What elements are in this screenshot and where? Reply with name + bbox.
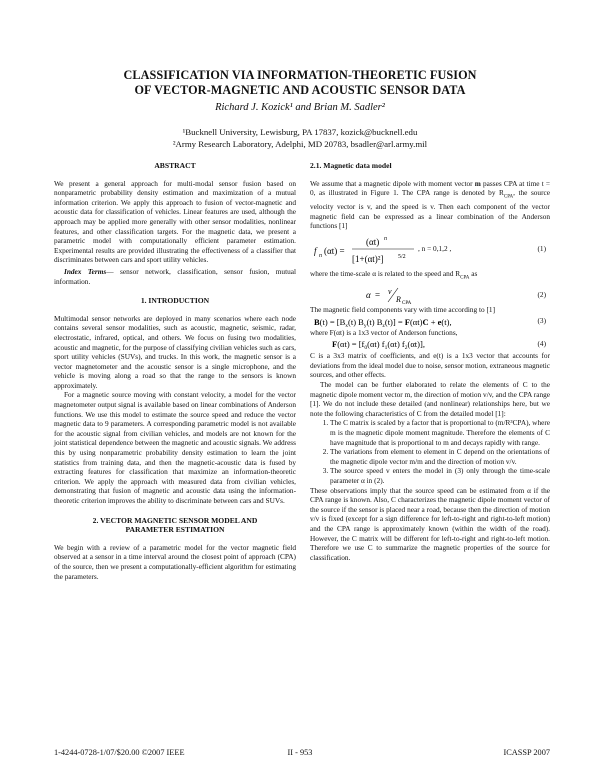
equation-3-formula <box>314 315 514 328</box>
equation-1-rhs: , n = 0,1,2 , <box>418 244 452 254</box>
index-terms-label: Index Terms <box>64 266 107 276</box>
svg-text:f: f <box>314 246 317 257</box>
affiliation-1: ¹Bucknell University, Lewisburg, PA 17837, kozick@bucknell.edu <box>182 127 418 137</box>
left-column <box>54 161 296 581</box>
list-item: 2. The variations from element to element in C depend on the orientations of the magnetic dipole vector m/m and the direction of motion v/v. <box>330 447 550 466</box>
equation-4 <box>310 337 550 351</box>
abstract-text: We present a general approach for multi-modal sensor fusion based on nonparametric probability density estimation and maximization of a mutual information criterion. We apply this approach to fusion of vector-magnetic and acoustic data for classification of vehicles. Linear features are used, although the approach may be applied more generally with other sensor modalities, nonlinear features, and other classification targets. For the magnetic data, we present a parametric model with computationally efficient parameter estimation. Experimental results are provided illustrating the effectiveness of a classifier that discriminates between cars and sport utility vehicles. <box>54 178 296 265</box>
vary-text: The magnetic field components vary with time according to [1] <box>310 305 495 315</box>
footer-page-number: II - 953 <box>287 748 313 757</box>
right-column <box>310 161 550 562</box>
right-p1-part-b: passes CPA at time t = 0, as illustrated in Figure 1. The CPA range is denoted by R <box>310 178 550 198</box>
intro-paragraph-1: Multimodal sensor networks are deployed in many scenarios where each node contains several sensor modalities, such as acoustic, magnetic, seismic, radar, electrostatic, infrared, optical, and others. We focus on fusing two modalities, acoustic and magnetic, for the purpose of classifying civilian vehicles such as cars, sport utility vehicles (SUVs), and trucks. In this work, the magnetic sensor is a vector magnetometer and the acoustic sensor is a single microphone, and the vehicle is moving along a road so that the range to the sensors is known approximately. <box>54 313 296 390</box>
index-terms <box>54 267 296 286</box>
equation-2-formula <box>366 285 486 305</box>
authors: Richard J. Kozick¹ and Brian M. Sadler² <box>215 102 385 113</box>
timescale-text-b: as <box>469 269 478 279</box>
affiliations <box>60 126 540 150</box>
paper-title <box>60 68 540 98</box>
index-terms-text: — sensor network, classification, sensor fusion, mutual information. <box>54 266 297 286</box>
svg-text:F(αt) = [f0(αt) f1(αt) f2(: $F(\alpha t) = [f_0(\alpha t)$ $f_1(\alpha t)$ $f_2(\alpha t)$], <box>332 339 425 352</box>
section2-heading-line2: PARAMETER ESTIMATION <box>125 525 225 535</box>
equation-1-number: (1) <box>537 244 546 254</box>
timescale-text: where the time-scale α is related to the speed and $R_{CPA}$ as <box>310 269 478 281</box>
svg-text:v: v <box>388 287 392 297</box>
svg-text:n: n <box>319 253 322 260</box>
svg-text:R: R <box>396 295 401 305</box>
right-paragraph-4: These observations imply that the source speed can be estimated from α if the CPA range is known. Also, C characterizes the magnetic dipole moment vector of the source if the sensor is placed near a road, because then the direction of motion v/v is fixed (except for a sign difference for left-to-right and right-to-left motion) and the CPA range is approximately known (within the width of the road). However, the C matrix will be different for left-to-right and right-to-left motion. Therefore we use C to summarize the magnetic properties of the source for classification. <box>310 485 550 562</box>
affiliation-2: ²Army Research Laboratory, Adelphi, MD 20783, bsadler@arl.army.mil <box>172 139 428 149</box>
right-paragraph-1: We assume that a magnetic dipole with moment vector m passes CPA at time t = 0, as illustrated in Figure 1. The CPA range is denoted by $R_{CPA}$, the source velocity vector is v, and the speed is v. Then each component of the vector magnetic field can be expressed as a linear combination of the Anderson functions [1] <box>310 178 550 231</box>
characteristics-list <box>310 418 550 485</box>
title-line-1: CLASSIFICATION VIA INFORMATION-THEORETIC FUSION <box>123 68 477 82</box>
section2-heading-line1: 2. VECTOR MAGNETIC SENSOR MODEL AND <box>92 515 258 525</box>
timescale-text-a: where the time-scale α is related to the speed and R <box>310 269 461 279</box>
list-item: 3. The source speed v enters the model in (3) only through the time-scale parameter α in (2). <box>330 466 550 485</box>
equation-2 <box>310 285 550 305</box>
equation-4-number: (4) <box>537 339 546 349</box>
svg-text:[1+(αt)²]: [1+(αt)²] <box>352 254 384 265</box>
svg-text:α: α <box>366 290 371 301</box>
abstract-heading: ABSTRACT <box>154 161 196 170</box>
section2-heading <box>54 516 296 535</box>
svg-text:n: n <box>384 236 387 243</box>
equation-3-number: (3) <box>537 315 546 325</box>
equation-2-number: (2) <box>537 290 546 300</box>
footer-right: ICASSP 2007 <box>503 748 550 757</box>
equation-3 <box>310 315 550 328</box>
right-paragraph-2: C is a 3x3 matrix of coefficients, and e(t) is a 1x3 vector that accounts for deviations from the ideal model due to noise, sensor motion, extraneous magnetic sources, and other effects. <box>310 351 550 380</box>
intro-heading: 1. INTRODUCTION <box>140 296 210 306</box>
where-f-text: where F(αt) is a 1x3 vector of Anderson functions, <box>310 327 458 337</box>
subsection-2-1-heading: 2.1. Magnetic data model <box>310 161 392 170</box>
svg-text:B(t) = [Bx(t) By(t) Bz(t)] =: $B(t) = [B_x(t)$ $B_y(t) B_z(t)] = F(\alpha t)C + e(t)$, <box>314 316 452 328</box>
footer-left: 1-4244-0728-1/07/$20.00 ©2007 IEEE <box>54 748 185 757</box>
svg-text:(αt): (αt) <box>366 237 380 248</box>
svg-text:5/2: 5/2 <box>398 254 406 261</box>
svg-text:=: = <box>375 290 381 301</box>
svg-text:CPA: CPA <box>402 301 412 306</box>
right-p1-part-c: , the source velocity vector is v, and the speed is v. Then each component of the vector magnetic field can be expressed as a linear combination of the Anderson functions [1] <box>310 188 550 231</box>
right-p1-part-a: We assume that a magnetic dipole with moment vector <box>310 178 475 188</box>
equation-1 <box>310 233 550 269</box>
svg-text:(αt) =: (αt) = <box>324 246 345 257</box>
intro-paragraph-2: For a magnetic source moving with constant velocity, a model for the vector magnetometer output signal is available based on linear combinations of Anderson functions. We use this model to estimate the source speed and reduce the vector magnetic data to 9 parameters. A corresponding parametric model is not available for the acoustic signal from civilian vehicles, and models are not known for the joint statistical dependence between the magnetic and acoustic signals. We address this by using nonparametric probability density estimation to learn the joint statistics from training data, and then the magnetic-acoustic data is fused by extracting features for classification that maximize an information-theoretic criterion. We apply the approach with measured data from civilian vehicles, demonstrating that fusion of magnetic and acoustic data using the information-theoretic criterion improves the ability to discriminate between cars and SUVs. <box>54 390 296 505</box>
equation-4-formula <box>332 337 522 351</box>
title-line-2: OF VECTOR-MAGNETIC AND ACOUSTIC SENSOR DATA <box>134 83 466 97</box>
section2-paragraph-1: We begin with a review of a parametric model for the vector magnetic field observed at a sensor in a time interval around the closest point of approach (CPA) of the source, then we present a computationally-efficient algorithm for estimating the parameters. <box>54 542 296 581</box>
right-paragraph-3: The model can be further elaborated to relate the elements of C to the magnetic dipole moment vector m, the direction of motion v/v, and the CPA range [1]. We do not include these detailed (and nonlinear) relationships here, but we note the following characteristics of C from the detailed model [1]: <box>310 380 550 418</box>
list-item: 1. The C matrix is scaled by a factor that is proportional to (m/R³CPA), where m is the magnetic dipole moment magnitude. Therefore the elements of C have magnitude that is proportional to m and decays rapidly with range. <box>330 418 550 447</box>
